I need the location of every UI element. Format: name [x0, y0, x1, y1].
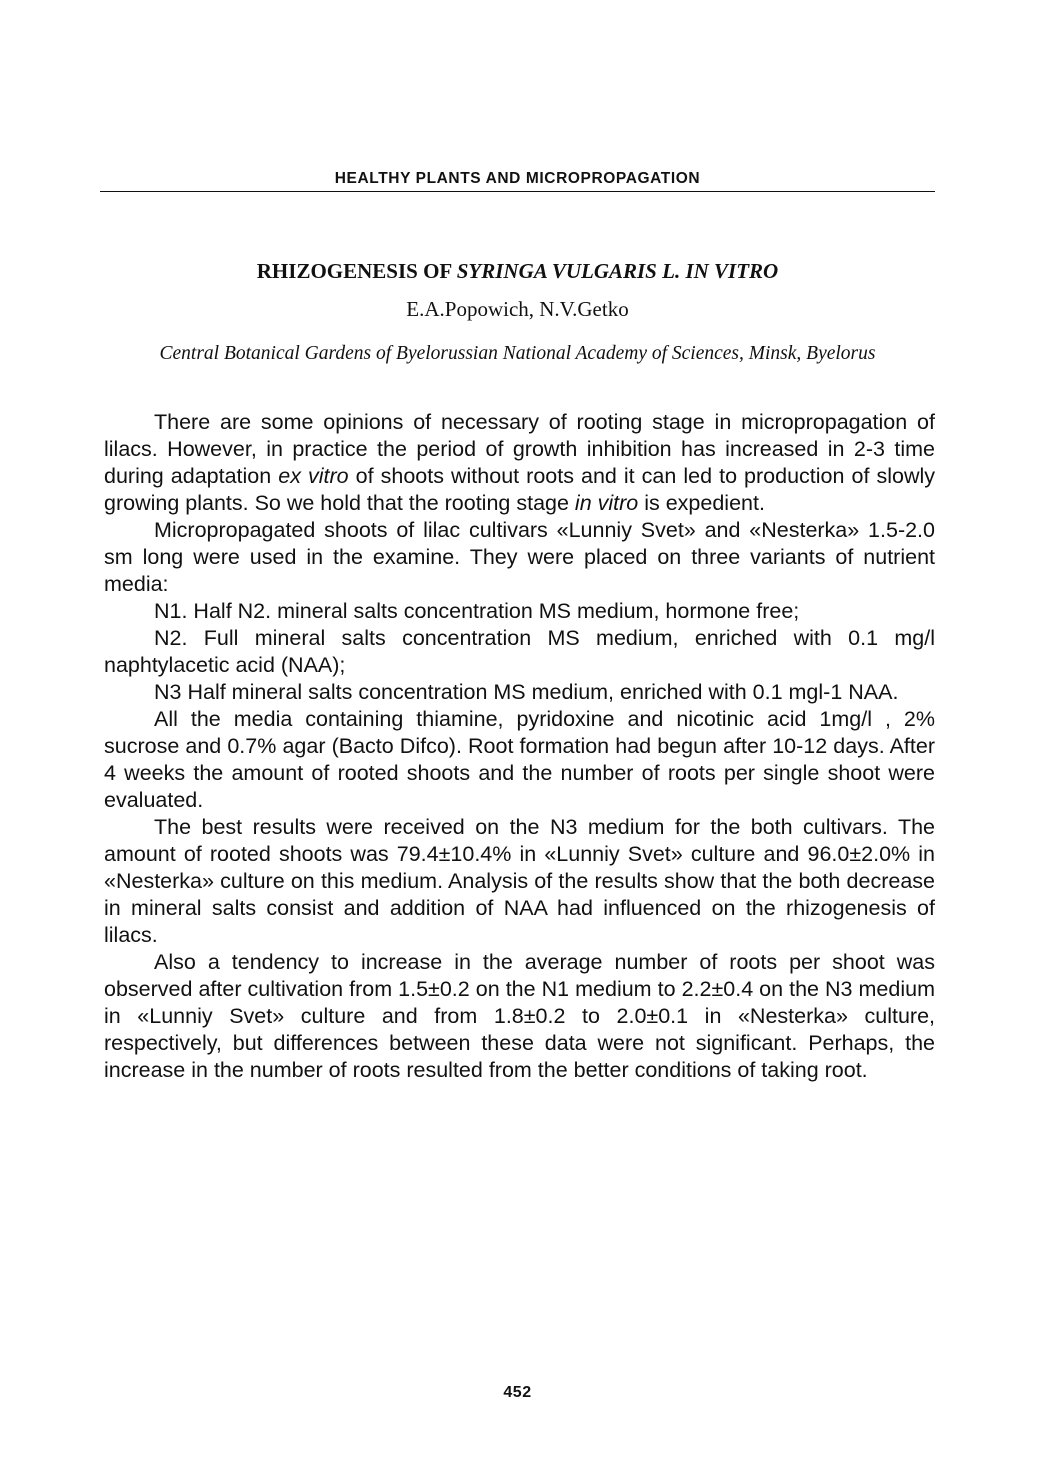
paragraph-intro-text-1: There are some opinions of necessary of rooting stage in micropropagation of lilacs. However, in practice the period of growth inhibition has increased in 2-3 time during adaptation: [104, 410, 935, 488]
header-rule: [100, 191, 935, 192]
media-item-n2: N2. Full mineral salts concentration MS medium, enriched with 0.1 mg/l naphtylacetic acid (NAA);: [104, 626, 935, 677]
paper-title: [100, 258, 935, 284]
paragraph-intro-in-vitro: in vitro: [574, 491, 639, 515]
title-species: SYRINGA VULGARIS L. IN VITRO: [456, 259, 779, 283]
authors: E.A.Popowich, N.V.Getko: [406, 297, 629, 321]
affiliation: Central Botanical Gardens of Byelorussian National Academy of Sciences, Minsk, Byelorus: [159, 343, 876, 364]
media-item-n1: N1. Half N2. mineral salts concentration MS medium, hormone free;: [154, 599, 800, 623]
paragraph-roots: Also a tendency to increase in the average number of roots per shoot was observed after cultivation from 1.5±0.2 on the N1 medium to 2.2±0.4 on the N3 medium in «Lunniy Svet» culture and from 1.8±0.2 to 2.0±0.1 in «Nesterka» culture, respectively, but differences between these data were not significant. Perhaps, the increase in the number of roots resulted from the better conditions of taking root.: [104, 950, 935, 1082]
paragraph-material: Micropropagated shoots of lilac cultivars «Lunniy Svet» and «Nesterka» 1.5-2.0 sm long were used in the examine. They were placed on three variants of nutrient media:: [104, 518, 935, 596]
paragraph-results: The best results were received on the N3 medium for the both cultivars. The amount of rooted shoots was 79.4±10.4% in «Lunniy Svet» culture and 96.0±2.0% in «Nesterka» culture on this medium. Analysis of the results show that the both decrease in mineral salts consist and addition of NAA had influenced on the rhizogenesis of lilacs.: [104, 815, 935, 947]
paragraph-intro: [104, 409, 935, 517]
media-item-n3: N3 Half mineral salts concentration MS medium, enriched with 0.1 mgl-1 NAA.: [154, 680, 899, 704]
page-number: 452: [503, 1384, 532, 1401]
paragraph-methods: All the media containing thiamine, pyridoxine and nicotinic acid 1mg/l , 2% sucrose and 0.7% agar (Bacto Difco). Root formation had begun after 10-12 days. After 4 weeks the amount of rooted shoots and the number of roots per single shoot were evaluated.: [104, 707, 935, 812]
paragraph-intro-text-3: is expedient.: [638, 491, 765, 515]
paragraph-intro-ex-vitro: ex vitro: [278, 464, 349, 488]
title-lead: RHIZOGENESIS OF: [256, 259, 457, 283]
paragraph-intro-text-2: of shoots without roots and it can led to production of slowly growing plants. So we hold that the rooting stage: [104, 464, 935, 515]
running-header: HEALTHY PLANTS AND MICROPROPAGATION: [334, 170, 701, 187]
article-body: [104, 409, 935, 1084]
